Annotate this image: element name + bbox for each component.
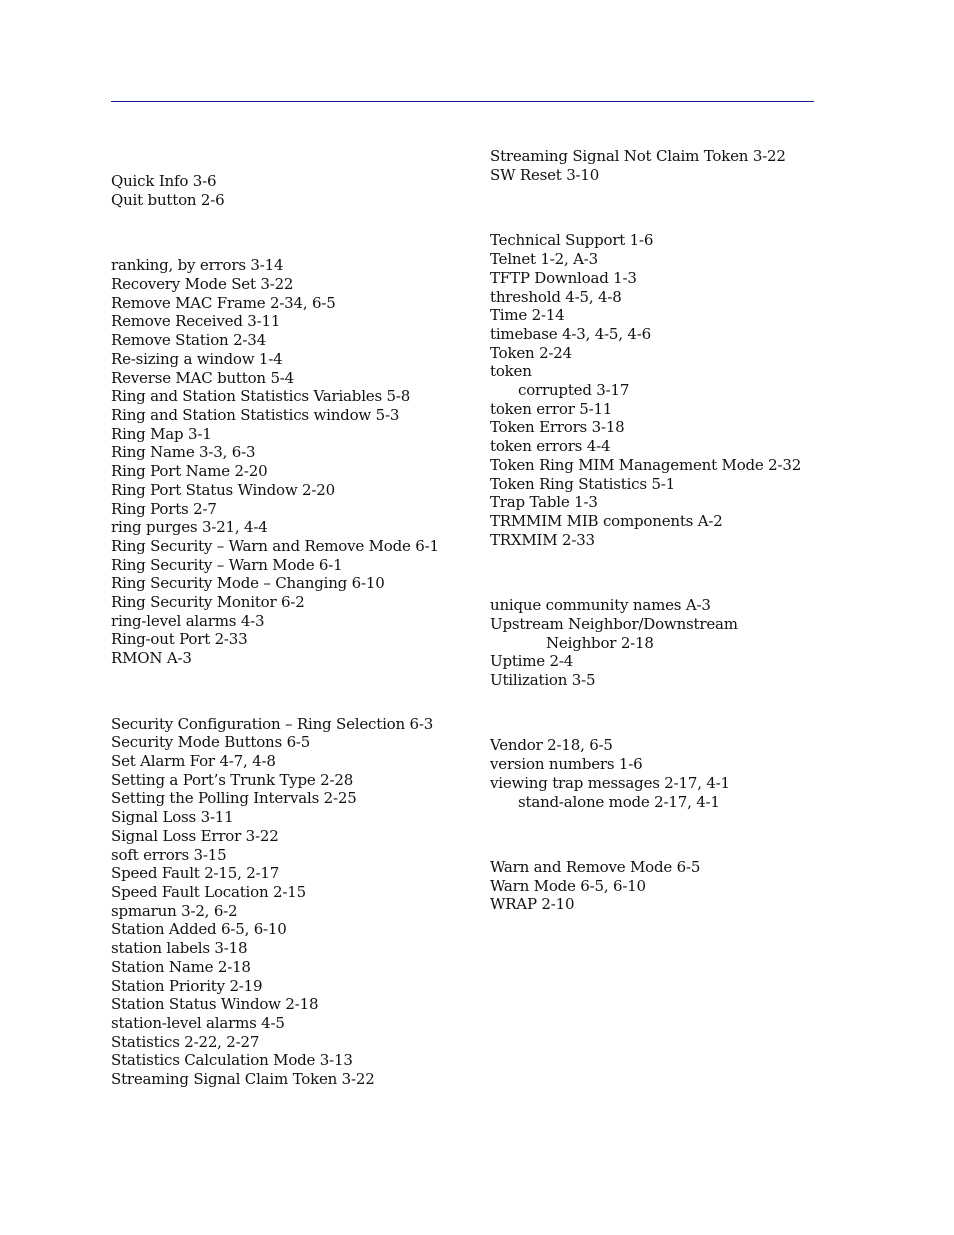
index-entry: viewing trap messages 2-17, 4-1 — [490, 774, 730, 792]
index-entry: timebase 4-3, 4-5, 4-6 — [490, 325, 651, 343]
index-entry: Ring Name 3-3, 6-3 — [111, 443, 256, 461]
index-entry: ranking, by errors 3-14 — [111, 256, 284, 274]
index-entry: Ring Security Monitor 6-2 — [111, 593, 305, 611]
index-entry: Uptime 2-4 — [490, 652, 574, 670]
index-entry: Ring Security – Warn Mode 6-1 — [111, 556, 343, 574]
index-entry: Token Errors 3-18 — [490, 418, 625, 436]
index-entry: WRAP 2-10 — [490, 895, 575, 913]
index-entry: version numbers 1-6 — [490, 755, 643, 773]
index-entry: Reverse MAC button 5-4 — [111, 369, 295, 387]
index-entry: TRMMIM MIB components A-2 — [490, 512, 723, 530]
index-entry: SW Reset 3-10 — [490, 166, 600, 184]
index-entry: Quick Info 3-6 — [111, 172, 217, 190]
index-entry: Speed Fault Location 2-15 — [111, 883, 306, 901]
index-entry: Remove MAC Frame 2-34, 6-5 — [111, 294, 336, 312]
index-entry: Ring Security – Warn and Remove Mode 6-1 — [111, 537, 439, 555]
index-entry: ring purges 3-21, 4-4 — [111, 518, 268, 536]
index-entry: Token Ring Statistics 5-1 — [490, 475, 676, 493]
index-entry: Ring Port Name 2-20 — [111, 462, 268, 480]
index-entry: Signal Loss Error 3-22 — [111, 827, 279, 845]
index-entry: Ring and Station Statistics Variables 5-8 — [111, 387, 411, 405]
index-entry: Streaming Signal Not Claim Token 3-22 — [490, 147, 786, 165]
index-entry: TRXMIM 2-33 — [490, 531, 595, 549]
index-subentry: stand-alone mode 2-17, 4-1 — [518, 793, 720, 811]
index-entry: Ring Map 3-1 — [111, 425, 212, 443]
index-entry-continuation: Neighbor 2-18 — [546, 634, 654, 652]
index-entry: Statistics Calculation Mode 3-13 — [111, 1051, 353, 1069]
index-entry: Warn Mode 6-5, 6-10 — [490, 877, 646, 895]
index-entry: Security Mode Buttons 6-5 — [111, 733, 311, 751]
index-entry: Speed Fault 2-15, 2-17 — [111, 864, 280, 882]
index-entry: Upstream Neighbor/Downstream — [490, 615, 738, 633]
index-entry: Ring Port Status Window 2-20 — [111, 481, 335, 499]
index-entry: token error 5-11 — [490, 400, 613, 418]
index-entry: token errors 4-4 — [490, 437, 611, 455]
index-entry: RMON A-3 — [111, 649, 192, 667]
index-entry: Streaming Signal Claim Token 3-22 — [111, 1070, 375, 1088]
index-entry: Technical Support 1-6 — [490, 231, 654, 249]
index-entry: Re-sizing a window 1-4 — [111, 350, 283, 368]
index-entry: soft errors 3-15 — [111, 846, 227, 864]
index-entry: Station Priority 2-19 — [111, 977, 263, 995]
index-entry: Utilization 3-5 — [490, 671, 596, 689]
index-entry: Remove Received 3-11 — [111, 312, 281, 330]
index-entry: station-level alarms 4-5 — [111, 1014, 285, 1032]
index-entry: Signal Loss 3-11 — [111, 808, 234, 826]
index-entry: threshold 4-5, 4-8 — [490, 288, 622, 306]
index-entry: Token 2-24 — [490, 344, 572, 362]
index-entry: Ring Security Mode – Changing 6-10 — [111, 574, 385, 592]
index-entry: ring-level alarms 4-3 — [111, 612, 265, 630]
index-entry: Ring Ports 2-7 — [111, 500, 217, 518]
index-entry: Setting the Polling Intervals 2-25 — [111, 789, 357, 807]
index-entry: Ring-out Port 2-33 — [111, 630, 248, 648]
index-entry: Recovery Mode Set 3-22 — [111, 275, 294, 293]
index-entry: Set Alarm For 4-7, 4-8 — [111, 752, 276, 770]
index-entry: unique community names A-3 — [490, 596, 711, 614]
index-entry: Quit button 2-6 — [111, 191, 225, 209]
index-entry: Time 2-14 — [490, 306, 565, 324]
index-entry: token — [490, 362, 532, 380]
index-entry: Warn and Remove Mode 6-5 — [490, 858, 701, 876]
index-entry: Token Ring MIM Management Mode 2-32 — [490, 456, 802, 474]
header-rule — [111, 101, 814, 102]
index-entry: spmarun 3-2, 6-2 — [111, 902, 238, 920]
index-entry: Trap Table 1-3 — [490, 493, 598, 511]
index-entry: Telnet 1-2, A-3 — [490, 250, 598, 268]
index-entry: Statistics 2-22, 2-27 — [111, 1033, 260, 1051]
index-entry: Remove Station 2-34 — [111, 331, 266, 349]
index-entry: Setting a Port’s Trunk Type 2-28 — [111, 771, 354, 789]
index-entry: Vendor 2-18, 6-5 — [490, 736, 613, 754]
index-entry: Station Added 6-5, 6-10 — [111, 920, 287, 938]
index-entry: TFTP Download 1-3 — [490, 269, 637, 287]
index-subentry: corrupted 3-17 — [518, 381, 630, 399]
index-entry: Station Status Window 2-18 — [111, 995, 319, 1013]
index-entry: Security Configuration – Ring Selection 6-3 — [111, 715, 434, 733]
index-entry: Station Name 2-18 — [111, 958, 251, 976]
index-entry: Ring and Station Statistics window 5-3 — [111, 406, 400, 424]
index-entry: station labels 3-18 — [111, 939, 248, 957]
